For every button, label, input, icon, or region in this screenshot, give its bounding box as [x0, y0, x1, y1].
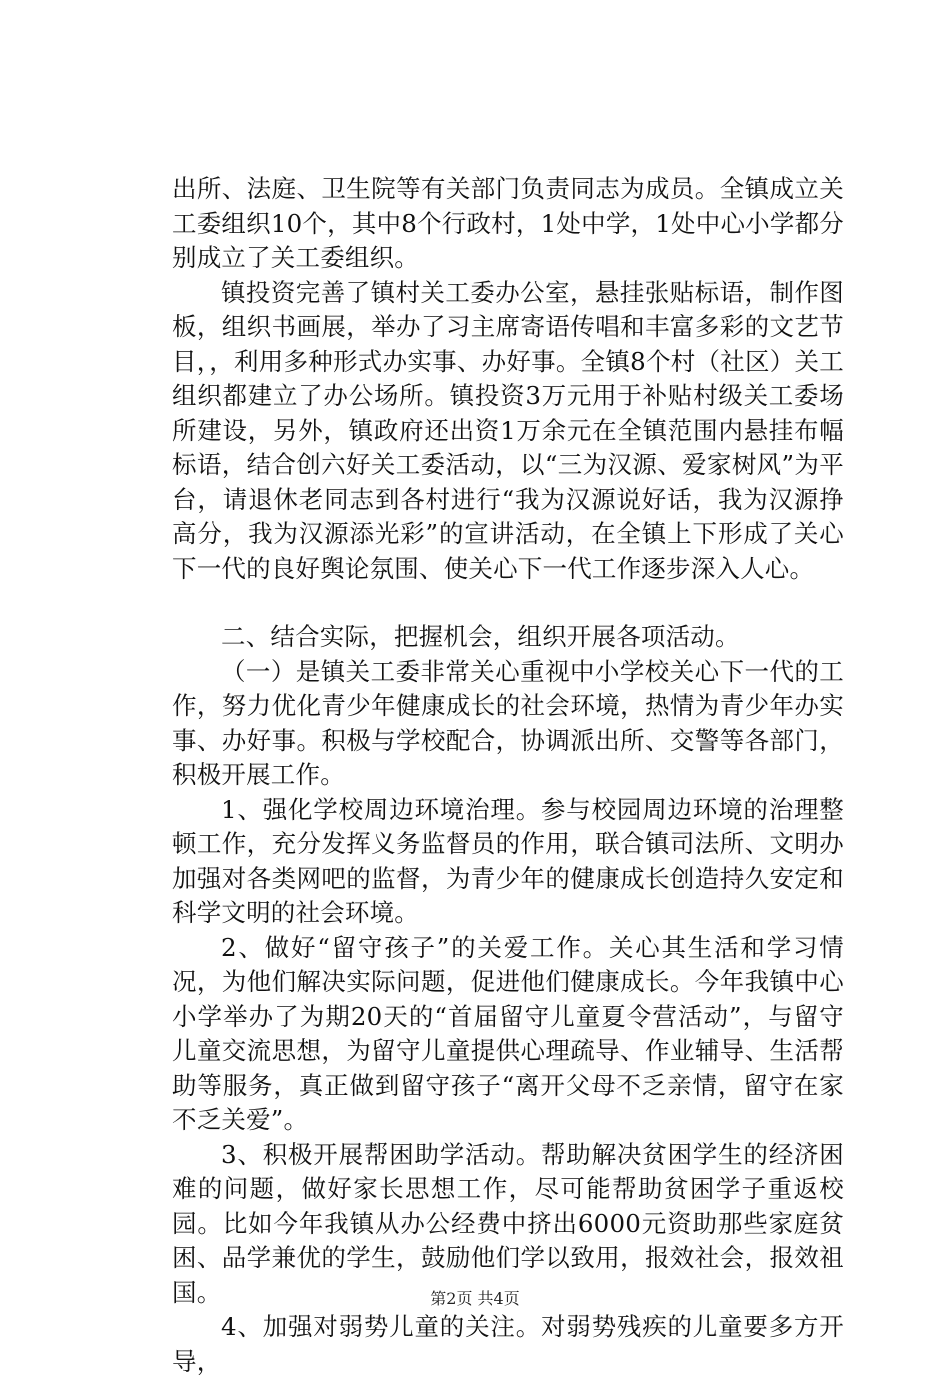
paragraph-investment: 镇投资完善了镇村关工委办公室，悬挂张贴标语，制作图板，组织书画展，举办了习主席寄语传唱和丰富多彩的文艺节目，，利用多种形式办实事、办好事。全镇8个村（社区）关工组织都建立了办公场所。镇投资3万元用于补贴村级关工委场所建设，另外，镇政府还出资1万余元在全镇范围内悬挂布幅标语，结合创六好关工委活动，以“三为汉源、爱家树风”为平台，请退休老同志到各村进行“我为汉源说好话，我为汉源挣高分，我为汉源添光彩”的宣讲活动，在全镇上下形成了关心下一代的良好舆论氛围、使关心下一代工作逐步深入人心。	[172, 277, 844, 583]
paragraph-continuation: 出所、法庭、卫生院等有关部门负责同志为成员。全镇成立关工委组织10个，其中8个行政村，1处中学，1处中心小学都分别成立了关工委组织。	[172, 174, 844, 272]
paragraph-item-3: 3、积极开展帮困助学活动。帮助解决贫困学生的经济困难的问题，做好家长思想工作，尽可能帮助贫困学子重返校园。比如今年我镇从办公经费中挤出6000元资助那些家庭贫困、品学兼优的学生，鼓励他们学以致用，报效社会，报效祖国。	[172, 1139, 844, 1307]
section-heading-activities: 二、结合实际，把握机会，组织开展各项活动。	[221, 622, 740, 651]
document-body	[172, 172, 844, 1379]
paragraph-item-4: 4、加强对弱势儿童的关注。对弱势残疾的儿童要多方开导，	[172, 1312, 844, 1376]
paragraph-item-2: 2、做好“留守孩子”的关爱工作。关心其生活和学习情况，为他们解决实际问题，促进他们健康成长。今年我镇中心小学举办了为期20天的“首届留守儿童夏令营活动”，与留守儿童交流思想，为留守儿童提供心理疏导、作业辅导、生活帮助等服务，真正做到留守孩子“离开父母不乏亲情，留守在家不乏关爱”。	[172, 932, 844, 1134]
paragraph-point-one: （一）是镇关工委非常关心重视中小学校关心下一代的工作，努力优化青少年健康成长的社会环境，热情为青少年办实事、办好事。积极与学校配合，协调派出所、交警等各部门，积极开展工作。	[172, 656, 844, 789]
page-number-footer: 第2页 共4页	[430, 1289, 520, 1308]
paragraph-item-1: 1、强化学校周边环境治理。参与校园周边环境的治理整顿工作，充分发挥义务监督员的作用，联合镇司法所、文明办加强对各类网吧的监督，为青少年的健康成长创造持久安定和科学文明的社会环境。	[172, 794, 844, 927]
